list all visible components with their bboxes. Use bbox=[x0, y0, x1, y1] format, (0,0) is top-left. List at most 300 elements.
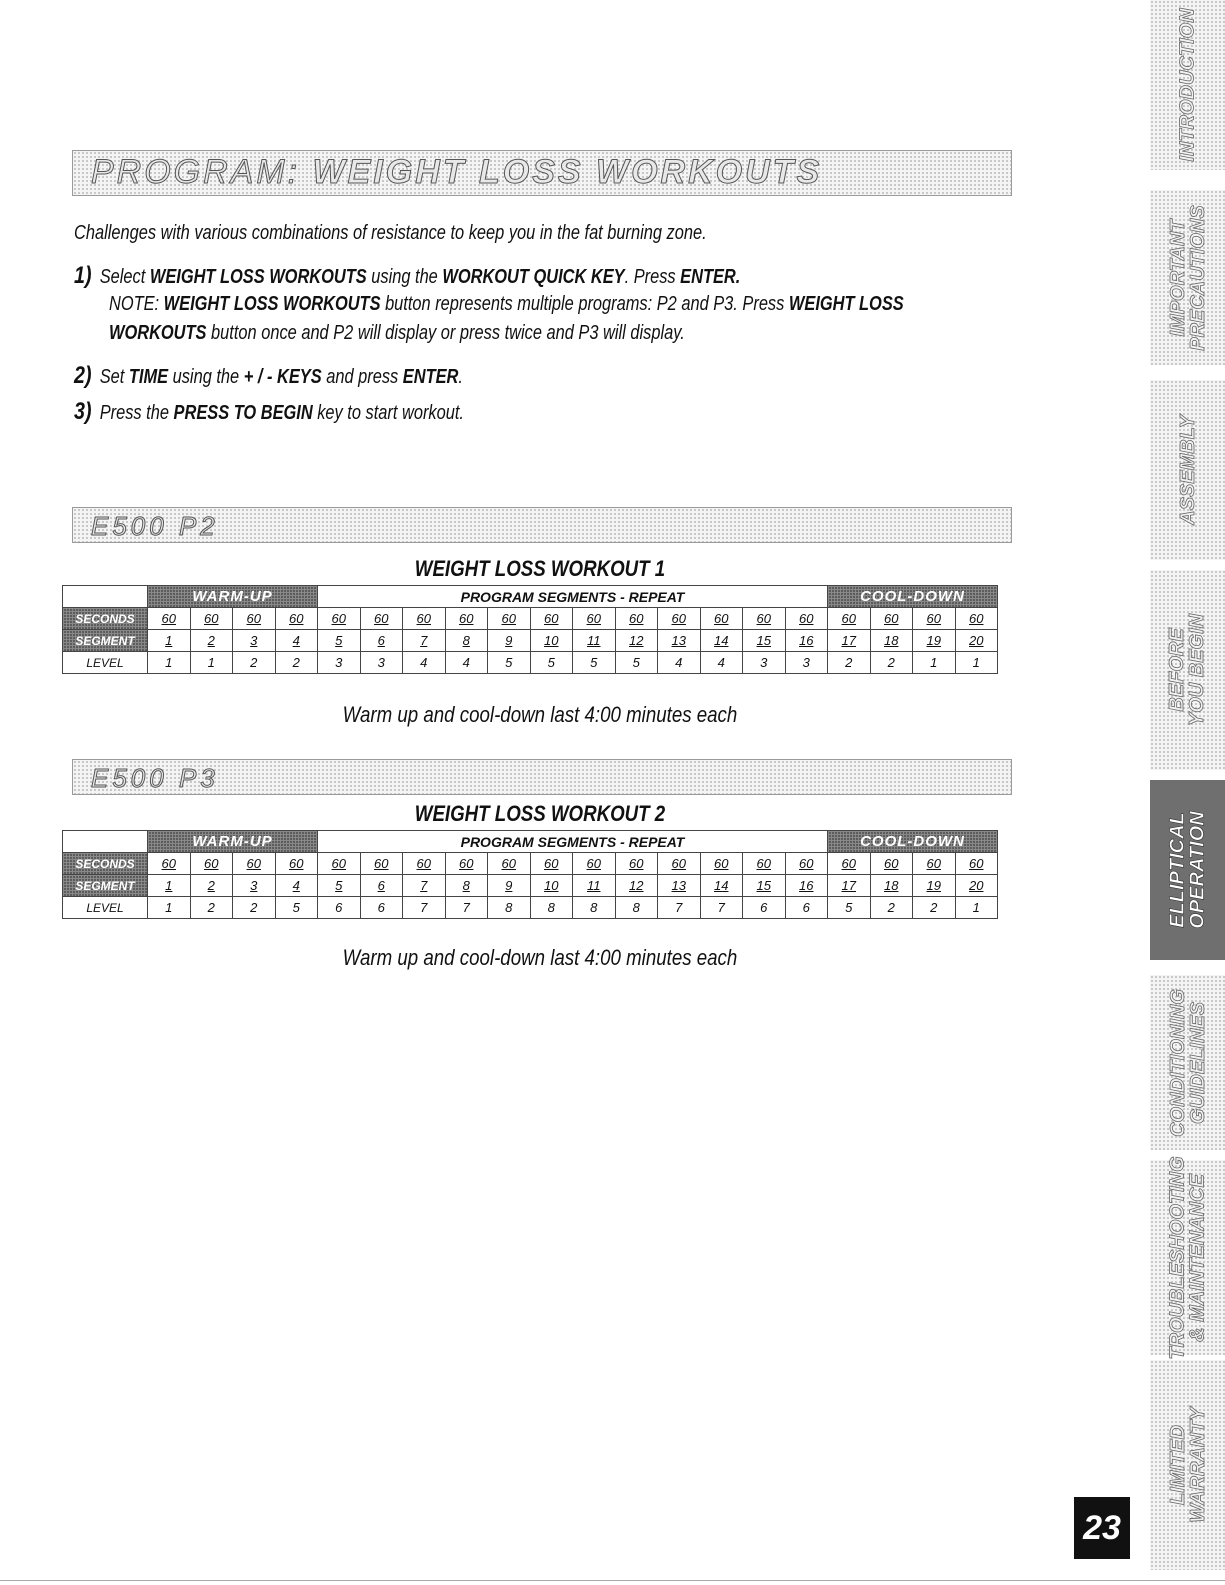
seconds-value: 60 bbox=[969, 856, 984, 871]
seconds-cell bbox=[233, 608, 276, 630]
note-text: button represents multiple programs: P2 and P3. Press bbox=[380, 293, 789, 315]
note-text: NOTE: bbox=[109, 293, 164, 315]
seconds-cell bbox=[445, 853, 488, 875]
section-tab-line: TROUBLESHOOTING bbox=[1166, 1155, 1189, 1360]
segment-cell bbox=[573, 875, 616, 897]
seconds-value: 60 bbox=[246, 856, 261, 871]
segment-value: 13 bbox=[671, 633, 686, 648]
seconds-value: 60 bbox=[459, 856, 474, 871]
section-tab-line: OPERATION bbox=[1186, 811, 1209, 929]
segment-cell bbox=[190, 875, 233, 897]
seconds-value: 60 bbox=[204, 611, 219, 626]
level-cell: 7 bbox=[658, 897, 701, 919]
segment-value: 11 bbox=[587, 878, 601, 893]
program-code-bar bbox=[72, 759, 1012, 795]
section-tab-line: YOU BEGIN bbox=[1186, 613, 1209, 727]
level-cell: 4 bbox=[445, 652, 488, 674]
seconds-cell bbox=[658, 853, 701, 875]
seconds-value: 60 bbox=[586, 856, 601, 871]
segment-value: 10 bbox=[544, 878, 559, 893]
program-table bbox=[62, 830, 998, 919]
level-cell: 2 bbox=[233, 897, 276, 919]
seconds-row bbox=[63, 608, 998, 630]
seconds-cell bbox=[148, 608, 191, 630]
level-cell: 8 bbox=[615, 897, 658, 919]
segment-cell bbox=[318, 630, 361, 652]
seconds-cell bbox=[700, 853, 743, 875]
step-bold: ENTER bbox=[680, 266, 736, 288]
segment-value: 4 bbox=[292, 878, 300, 893]
segment-value: 6 bbox=[377, 878, 385, 893]
level-cell: 1 bbox=[913, 652, 956, 674]
segment-cell bbox=[658, 875, 701, 897]
seconds-value: 60 bbox=[756, 611, 771, 626]
seconds-cell bbox=[488, 608, 531, 630]
program-code: E500 P3 bbox=[91, 763, 219, 793]
segment-cell bbox=[233, 875, 276, 897]
segment-value: 7 bbox=[420, 878, 428, 893]
segment-cell bbox=[955, 875, 998, 897]
segment-cell bbox=[573, 630, 616, 652]
section-tab-line: GUIDELINES bbox=[1186, 1001, 1209, 1124]
seconds-value: 60 bbox=[416, 611, 431, 626]
seconds-cell bbox=[530, 853, 573, 875]
level-cell: 4 bbox=[700, 652, 743, 674]
seconds-value: 60 bbox=[459, 611, 474, 626]
section-tab-line: ASSEMBLY bbox=[1176, 415, 1199, 525]
level-cell: 3 bbox=[318, 652, 361, 674]
step-bold: WEIGHT LOSS WORKOUTS bbox=[149, 266, 367, 288]
section-tab-label bbox=[1168, 614, 1208, 726]
level-cell: 8 bbox=[530, 897, 573, 919]
seconds-cell bbox=[318, 853, 361, 875]
header-row bbox=[63, 831, 998, 853]
segment-row bbox=[63, 875, 998, 897]
section-tab-introduction[interactable] bbox=[1150, 0, 1225, 170]
seconds-value: 60 bbox=[331, 611, 346, 626]
level-row bbox=[63, 652, 998, 674]
note-line-1 bbox=[109, 293, 904, 316]
section-tab-label bbox=[1178, 415, 1198, 525]
page-title bbox=[91, 153, 822, 192]
segment-value: 18 bbox=[884, 633, 899, 648]
segment-value: 14 bbox=[714, 633, 729, 648]
segment-cell bbox=[955, 630, 998, 652]
level-cell: 4 bbox=[403, 652, 446, 674]
segment-value: 7 bbox=[420, 633, 428, 648]
seconds-value: 60 bbox=[374, 856, 389, 871]
seconds-value: 60 bbox=[629, 856, 644, 871]
segment-cell bbox=[403, 875, 446, 897]
seconds-label: SECONDS bbox=[63, 608, 148, 630]
segment-value: 20 bbox=[969, 633, 984, 648]
seconds-value: 60 bbox=[799, 611, 814, 626]
seconds-value: 60 bbox=[841, 611, 856, 626]
step-bold: WORKOUT QUICK KEY bbox=[442, 266, 625, 288]
seconds-value: 60 bbox=[289, 856, 304, 871]
segment-value: 1 bbox=[165, 878, 173, 893]
segment-cell bbox=[913, 630, 956, 652]
segment-cell bbox=[233, 630, 276, 652]
seconds-cell bbox=[360, 608, 403, 630]
seconds-cell bbox=[870, 853, 913, 875]
step-text: . Press bbox=[624, 266, 681, 288]
seconds-value: 60 bbox=[714, 856, 729, 871]
segment-cell bbox=[615, 875, 658, 897]
segment-value: 16 bbox=[799, 633, 814, 648]
level-cell: 2 bbox=[870, 897, 913, 919]
note-line-2 bbox=[109, 322, 685, 345]
level-cell: 2 bbox=[190, 897, 233, 919]
segments-header: PROGRAM SEGMENTS - REPEAT bbox=[318, 586, 828, 608]
segment-cell bbox=[700, 875, 743, 897]
seconds-value: 60 bbox=[629, 611, 644, 626]
segment-value: 14 bbox=[714, 878, 729, 893]
seconds-row bbox=[63, 853, 998, 875]
program-code: E500 P2 bbox=[91, 511, 219, 541]
seconds-cell bbox=[700, 608, 743, 630]
level-cell: 2 bbox=[233, 652, 276, 674]
level-cell: 4 bbox=[658, 652, 701, 674]
level-cell: 8 bbox=[488, 897, 531, 919]
segment-value: 9 bbox=[505, 878, 513, 893]
seconds-cell bbox=[955, 608, 998, 630]
section-tab-line: BEFORE bbox=[1166, 628, 1189, 712]
seconds-value: 60 bbox=[544, 856, 559, 871]
seconds-value: 60 bbox=[671, 611, 686, 626]
segment-value: 18 bbox=[884, 878, 899, 893]
segment-value: 5 bbox=[335, 878, 343, 893]
segment-cell bbox=[360, 875, 403, 897]
segment-cell bbox=[530, 875, 573, 897]
level-cell: 1 bbox=[955, 897, 998, 919]
section-tab-label bbox=[1168, 1407, 1208, 1523]
seconds-value: 60 bbox=[501, 611, 516, 626]
segment-value: 11 bbox=[587, 633, 601, 648]
note-text: button once and P2 will display or press twice and P3 will display. bbox=[206, 322, 685, 344]
segment-cell bbox=[870, 875, 913, 897]
segment-value: 3 bbox=[250, 633, 258, 648]
segment-value: 8 bbox=[462, 878, 470, 893]
level-cell: 3 bbox=[360, 652, 403, 674]
level-label: LEVEL bbox=[63, 652, 148, 674]
level-cell: 7 bbox=[700, 897, 743, 919]
level-cell: 2 bbox=[870, 652, 913, 674]
segment-cell bbox=[318, 875, 361, 897]
seconds-cell bbox=[955, 853, 998, 875]
seconds-cell bbox=[828, 853, 871, 875]
segment-cell bbox=[743, 875, 786, 897]
section-tab-line: WARRANTY bbox=[1186, 1407, 1209, 1523]
section-tab-assembly[interactable] bbox=[1150, 380, 1225, 560]
level-cell: 6 bbox=[318, 897, 361, 919]
program-table bbox=[62, 585, 998, 674]
segment-value: 1 bbox=[165, 633, 173, 648]
step-number: 1) bbox=[74, 262, 92, 289]
level-cell: 3 bbox=[743, 652, 786, 674]
seconds-cell bbox=[870, 608, 913, 630]
segment-value: 12 bbox=[629, 878, 644, 893]
seconds-value: 60 bbox=[289, 611, 304, 626]
seconds-value: 60 bbox=[161, 856, 176, 871]
seconds-cell bbox=[403, 853, 446, 875]
step-bold: ENTER bbox=[402, 366, 459, 388]
step-number: 2) bbox=[74, 362, 92, 389]
step-text: . bbox=[458, 366, 463, 388]
segment-label: SEGMENT bbox=[63, 630, 148, 652]
seconds-value: 60 bbox=[544, 611, 559, 626]
level-cell: 1 bbox=[148, 652, 191, 674]
segment-cell bbox=[488, 875, 531, 897]
segment-value: 5 bbox=[335, 633, 343, 648]
seconds-value: 60 bbox=[374, 611, 389, 626]
step-bold: . bbox=[735, 266, 741, 288]
step-1 bbox=[74, 262, 740, 290]
page-title-program: PROGRAM: bbox=[91, 153, 301, 191]
seconds-value: 60 bbox=[204, 856, 219, 871]
seconds-cell bbox=[445, 608, 488, 630]
step-3 bbox=[74, 398, 464, 426]
segment-cell bbox=[743, 630, 786, 652]
segment-cell bbox=[870, 630, 913, 652]
step-bold: TIME bbox=[128, 366, 169, 388]
segment-value: 16 bbox=[799, 878, 814, 893]
header-blank bbox=[63, 586, 148, 608]
seconds-value: 60 bbox=[884, 856, 899, 871]
segment-value: 10 bbox=[544, 633, 559, 648]
seconds-cell bbox=[190, 853, 233, 875]
level-cell: 3 bbox=[785, 652, 828, 674]
section-tab-troubleshooting[interactable] bbox=[1150, 1155, 1225, 1360]
level-cell: 5 bbox=[615, 652, 658, 674]
note-bold: WORKOUTS bbox=[109, 322, 207, 344]
segment-value: 15 bbox=[756, 633, 771, 648]
level-cell: 5 bbox=[828, 897, 871, 919]
segment-cell bbox=[530, 630, 573, 652]
section-tab-line: PRECAUTIONS bbox=[1186, 204, 1209, 351]
section-tab-line: & MAINTENANCE bbox=[1186, 1173, 1209, 1342]
seconds-cell bbox=[403, 608, 446, 630]
section-tab-label bbox=[1168, 205, 1208, 351]
seconds-cell bbox=[573, 853, 616, 875]
section-tab-line: INTRODUCTION bbox=[1176, 8, 1199, 162]
seconds-value: 60 bbox=[799, 856, 814, 871]
seconds-cell bbox=[275, 853, 318, 875]
segment-cell bbox=[828, 875, 871, 897]
level-cell: 1 bbox=[148, 897, 191, 919]
level-cell: 1 bbox=[190, 652, 233, 674]
seconds-cell bbox=[828, 608, 871, 630]
step-text: using the bbox=[366, 266, 443, 288]
segment-cell bbox=[913, 875, 956, 897]
program-code-bar bbox=[72, 507, 1012, 543]
segment-value: 19 bbox=[926, 878, 941, 893]
step-bold: + / - KEYS bbox=[243, 366, 322, 388]
segment-cell bbox=[488, 630, 531, 652]
page-title-name: WEIGHT LOSS WORKOUTS bbox=[312, 153, 823, 191]
segment-cell bbox=[658, 630, 701, 652]
segment-cell bbox=[615, 630, 658, 652]
step-text: key to start workout. bbox=[312, 402, 464, 424]
step-text: and press bbox=[321, 366, 403, 388]
segment-value: 2 bbox=[207, 878, 215, 893]
intro-text: Challenges with various combinations of resistance to keep you in the fat burning zone. bbox=[74, 222, 707, 244]
step-text: Press the bbox=[99, 402, 174, 424]
seconds-cell bbox=[233, 853, 276, 875]
level-row bbox=[63, 897, 998, 919]
seconds-value: 60 bbox=[671, 856, 686, 871]
warmup-header: WARM-UP bbox=[148, 586, 318, 608]
note-bold: WEIGHT LOSS WORKOUTS bbox=[163, 293, 381, 315]
seconds-cell bbox=[360, 853, 403, 875]
cooldown-header: COOL-DOWN bbox=[828, 586, 998, 608]
segment-cell bbox=[403, 630, 446, 652]
segment-cell bbox=[275, 875, 318, 897]
level-cell: 5 bbox=[530, 652, 573, 674]
seconds-value: 60 bbox=[756, 856, 771, 871]
segment-row bbox=[63, 630, 998, 652]
level-cell: 6 bbox=[785, 897, 828, 919]
level-label: LEVEL bbox=[63, 897, 148, 919]
seconds-value: 60 bbox=[331, 856, 346, 871]
level-cell: 5 bbox=[573, 652, 616, 674]
segment-cell bbox=[785, 630, 828, 652]
seconds-cell bbox=[785, 853, 828, 875]
level-cell: 7 bbox=[445, 897, 488, 919]
note-bold: WEIGHT LOSS bbox=[788, 293, 904, 315]
segment-value: 17 bbox=[841, 633, 856, 648]
segment-value: 3 bbox=[250, 878, 258, 893]
segment-value: 6 bbox=[377, 633, 385, 648]
section-tab-conditioning[interactable] bbox=[1150, 975, 1225, 1150]
seconds-cell bbox=[658, 608, 701, 630]
level-cell: 2 bbox=[913, 897, 956, 919]
cooldown-header: COOL-DOWN bbox=[828, 831, 998, 853]
segment-value: 8 bbox=[462, 633, 470, 648]
segment-value: 20 bbox=[969, 878, 984, 893]
section-tab-label bbox=[1178, 8, 1198, 161]
level-cell: 2 bbox=[828, 652, 871, 674]
level-cell: 8 bbox=[573, 897, 616, 919]
seconds-value: 60 bbox=[969, 611, 984, 626]
segment-value: 12 bbox=[629, 633, 644, 648]
section-tab-important[interactable] bbox=[1150, 190, 1225, 365]
section-tab-label bbox=[1168, 989, 1208, 1137]
program-caption: Warm up and cool-down last 4:00 minutes each bbox=[342, 945, 738, 970]
segment-cell bbox=[445, 875, 488, 897]
segment-cell bbox=[828, 630, 871, 652]
level-cell: 5 bbox=[275, 897, 318, 919]
seconds-cell bbox=[488, 853, 531, 875]
seconds-value: 60 bbox=[884, 611, 899, 626]
step-bold: PRESS TO BEGIN bbox=[173, 402, 313, 424]
segment-cell bbox=[148, 875, 191, 897]
seconds-cell bbox=[530, 608, 573, 630]
segment-value: 17 bbox=[841, 878, 856, 893]
section-tab-line: CONDITIONING bbox=[1166, 988, 1189, 1137]
segment-cell bbox=[445, 630, 488, 652]
seconds-value: 60 bbox=[714, 611, 729, 626]
section-tab-label bbox=[1168, 1156, 1208, 1359]
seconds-cell bbox=[785, 608, 828, 630]
seconds-cell bbox=[615, 608, 658, 630]
seconds-cell bbox=[573, 608, 616, 630]
section-tab-elliptical[interactable] bbox=[1150, 780, 1225, 960]
page-title-bar bbox=[72, 150, 1012, 196]
section-tab-line: IMPORTANT bbox=[1166, 218, 1189, 337]
level-cell: 7 bbox=[403, 897, 446, 919]
level-cell: 6 bbox=[360, 897, 403, 919]
level-cell: 2 bbox=[275, 652, 318, 674]
workout-title: WEIGHT LOSS WORKOUT 1 bbox=[414, 556, 666, 581]
section-tab-limited[interactable] bbox=[1150, 1360, 1225, 1570]
seconds-cell bbox=[615, 853, 658, 875]
header-row bbox=[63, 586, 998, 608]
segment-cell bbox=[275, 630, 318, 652]
step-text: Set bbox=[99, 366, 129, 388]
seconds-cell bbox=[275, 608, 318, 630]
section-tab-line: ELLIPTICAL bbox=[1166, 812, 1189, 928]
seconds-label: SECONDS bbox=[63, 853, 148, 875]
step-number: 3) bbox=[74, 398, 92, 425]
seconds-cell bbox=[913, 853, 956, 875]
seconds-value: 60 bbox=[161, 611, 176, 626]
seconds-value: 60 bbox=[926, 611, 941, 626]
section-tab-label bbox=[1168, 811, 1208, 928]
segment-value: 15 bbox=[756, 878, 771, 893]
segment-cell bbox=[360, 630, 403, 652]
page-number: 23 bbox=[1074, 1497, 1130, 1559]
seconds-value: 60 bbox=[586, 611, 601, 626]
seconds-cell bbox=[743, 853, 786, 875]
segment-label: SEGMENT bbox=[63, 875, 148, 897]
segment-cell bbox=[700, 630, 743, 652]
segment-value: 9 bbox=[505, 633, 513, 648]
segment-value: 19 bbox=[926, 633, 941, 648]
segment-value: 4 bbox=[292, 633, 300, 648]
seconds-value: 60 bbox=[841, 856, 856, 871]
segment-cell bbox=[148, 630, 191, 652]
step-text: Select bbox=[99, 266, 150, 288]
segment-value: 2 bbox=[207, 633, 215, 648]
level-cell: 6 bbox=[743, 897, 786, 919]
step-text: using the bbox=[168, 366, 244, 388]
segment-cell bbox=[190, 630, 233, 652]
segment-cell bbox=[785, 875, 828, 897]
header-blank bbox=[63, 831, 148, 853]
seconds-cell bbox=[190, 608, 233, 630]
segment-value: 13 bbox=[671, 878, 686, 893]
seconds-value: 60 bbox=[501, 856, 516, 871]
seconds-value: 60 bbox=[416, 856, 431, 871]
workout-title: WEIGHT LOSS WORKOUT 2 bbox=[414, 801, 666, 826]
seconds-value: 60 bbox=[926, 856, 941, 871]
seconds-cell bbox=[913, 608, 956, 630]
level-cell: 5 bbox=[488, 652, 531, 674]
warmup-header: WARM-UP bbox=[148, 831, 318, 853]
section-tab-line: LIMITED bbox=[1166, 1425, 1189, 1506]
segments-header: PROGRAM SEGMENTS - REPEAT bbox=[318, 831, 828, 853]
seconds-value: 60 bbox=[246, 611, 261, 626]
section-tab-before[interactable] bbox=[1150, 570, 1225, 770]
bottom-rule bbox=[0, 1580, 1225, 1581]
program-caption: Warm up and cool-down last 4:00 minutes each bbox=[342, 702, 738, 727]
seconds-cell bbox=[148, 853, 191, 875]
step-2 bbox=[74, 362, 463, 390]
seconds-cell bbox=[318, 608, 361, 630]
seconds-cell bbox=[743, 608, 786, 630]
level-cell: 1 bbox=[955, 652, 998, 674]
